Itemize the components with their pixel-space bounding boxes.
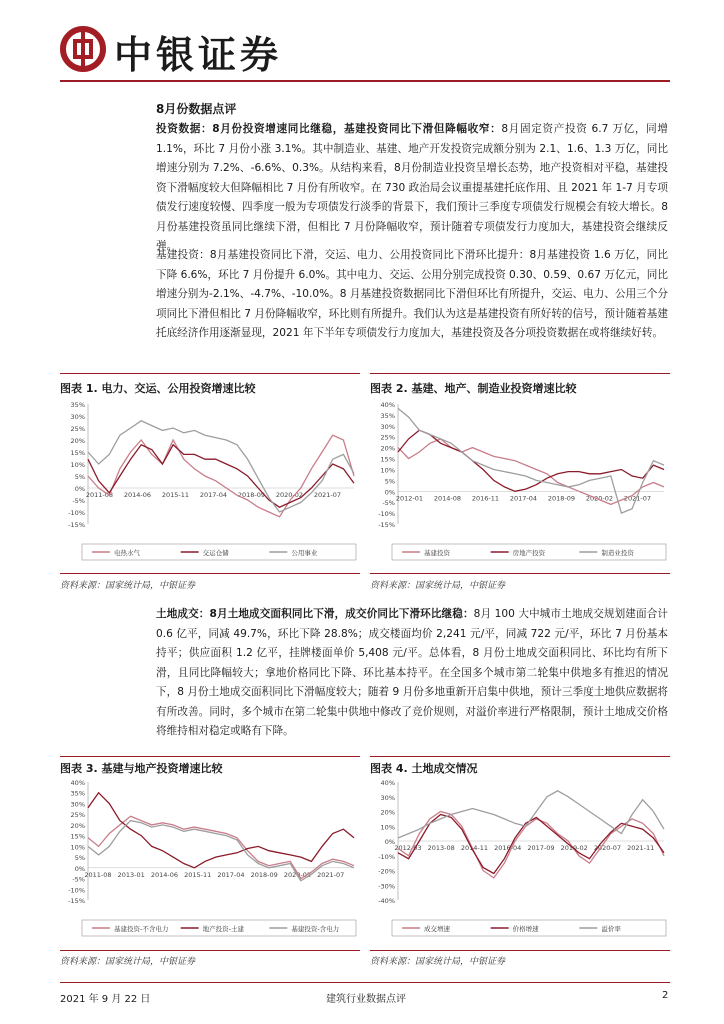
figure-1-source: 资料来源：国家统计局，中银证券 — [60, 581, 196, 591]
legend-label: 基建投资-不含电力 — [114, 925, 169, 933]
y-tick-label: -15% — [378, 521, 395, 529]
figure-1-chart — [60, 398, 360, 570]
footer-date: 2021 年 9 月 22 日 — [60, 994, 151, 1005]
figure-divider — [60, 573, 360, 574]
y-tick-label: 15% — [70, 449, 85, 457]
series-line — [88, 816, 354, 878]
y-tick-label: -10% — [378, 510, 395, 519]
figure-3-chart — [60, 776, 360, 946]
legend-label: 价格增速 — [512, 925, 539, 933]
x-tick-label: 2020-02 — [585, 494, 613, 503]
y-tick-label: 20% — [70, 821, 85, 830]
paragraph-land — [156, 605, 668, 742]
x-tick-label: 2011-08 — [84, 870, 112, 879]
y-tick-label: 20% — [380, 808, 395, 817]
paragraph-body: 8月 100 大中城市土地成交规划建面合计 0.6 亿平，同减 49.7%，环比下降 28.8%；成交楼面均价 2,241 元/平，同减 722 元/平，环比 7 月份基本持平；供应面积 1.2 亿平，挂牌楼面单价 5,408 元/平。总体看，8 月份土地成交面积同比、环比均有所下滑，且同比降幅较大；拿地价格同比下降、环比基本持平。在全国多个城市第二轮集中供地多有推迟的情况下，8 月份土地成交面积同比下滑幅度较大；随着 9 月份多地重新开启集中供地，预计三季度土地供应数据将有所改善。同时，多个城市在第二轮集中供地中修改了竞价规则，对溢价率进行严格限制，预计土地成交价格将维持相对稳定或略有下降。 — [156, 608, 668, 737]
y-tick-label: 30% — [380, 422, 395, 431]
legend-label: 制造业投资 — [601, 549, 634, 557]
bank-logo-icon — [60, 26, 106, 72]
y-tick-label: 20% — [380, 444, 395, 453]
x-tick-label: 2021-07 — [317, 870, 345, 879]
x-tick-label: 2016-11 — [471, 494, 499, 503]
x-tick-label: 2018-09 — [237, 491, 265, 499]
figure-4-title: 图表 4. 土地成交情况 — [370, 762, 478, 775]
paragraph-lead: 基建投资： — [156, 249, 210, 261]
x-tick-label: 2014-08 — [433, 494, 461, 503]
x-tick-label: 2016-04 — [494, 844, 522, 852]
y-tick-label: 15% — [380, 455, 395, 464]
series-line — [85, 435, 354, 517]
y-tick-label: -30% — [378, 882, 395, 891]
legend-label: 交运仓储 — [202, 549, 229, 557]
figure-2-title: 图表 2. 基建、地产、制造业投资增速比较 — [370, 382, 577, 395]
x-tick-label: 2012-03 — [394, 844, 422, 852]
footer-divider — [60, 982, 670, 983]
y-tick-label: 35% — [380, 411, 395, 420]
page-header — [60, 20, 670, 78]
page-number: 2 — [662, 990, 669, 1001]
x-tick-label: 2012-01 — [395, 494, 423, 503]
y-tick-label: 35% — [70, 789, 85, 798]
y-tick-label: 25% — [380, 433, 395, 442]
series-line — [398, 791, 664, 838]
header-divider — [60, 80, 670, 82]
figure-2-chart — [370, 398, 670, 570]
figure-divider — [60, 756, 360, 757]
paragraph-infrastructure — [156, 246, 668, 344]
y-tick-label: 5% — [74, 473, 85, 481]
figure-3-source: 资料来源：国家统计局，中银证券 — [60, 957, 196, 967]
x-tick-label: 2021-11 — [627, 844, 655, 852]
legend-label: 基建投资 — [424, 549, 450, 557]
x-tick-label: 2015-11 — [184, 870, 212, 879]
legend-label: 公用事业 — [291, 549, 318, 557]
legend-label: 溢价率 — [601, 925, 621, 933]
y-tick-label: 30% — [70, 413, 85, 421]
y-tick-label: -5% — [72, 875, 85, 884]
figure-divider — [370, 756, 670, 757]
y-tick-label: 30% — [380, 793, 395, 802]
y-tick-label: 0% — [74, 485, 85, 493]
figure-2-source: 资料来源：国家统计局，中银证券 — [370, 581, 506, 591]
y-tick-label: 25% — [70, 425, 85, 433]
figure-divider — [370, 573, 670, 574]
x-tick-label: 2018-09 — [547, 494, 575, 503]
y-tick-label: 10% — [380, 823, 395, 832]
x-tick-label: 2021-07 — [623, 494, 651, 503]
x-tick-label: 2020-02 — [283, 870, 312, 879]
y-tick-label: 0% — [384, 488, 395, 497]
x-tick-label: 2015-11 — [161, 491, 189, 499]
y-tick-label: 20% — [70, 437, 85, 445]
y-tick-label: 5% — [74, 854, 85, 863]
x-tick-label: 2013-01 — [117, 870, 145, 879]
x-tick-label: 2020-07 — [593, 844, 622, 852]
legend-label: 地产投资-土建 — [202, 925, 245, 933]
y-tick-label: 30% — [70, 800, 85, 809]
figure-divider — [370, 373, 670, 374]
legend-label: 基建投资-含电力 — [291, 925, 340, 933]
footer-report-name: 建筑行业数据点评 — [326, 994, 406, 1005]
y-tick-label: 15% — [70, 832, 85, 841]
y-tick-label: -5% — [382, 499, 395, 508]
y-tick-label: 10% — [70, 843, 85, 852]
y-tick-label: 40% — [70, 779, 85, 787]
legend-label: 成交增速 — [424, 925, 450, 933]
y-tick-label: 5% — [384, 477, 395, 486]
y-tick-label: 0% — [74, 864, 85, 873]
paragraph-body: 8月基建投资同比下滑，交运、电力、公用投资同比下滑环比提升：8月基建投资 1.6 万亿，同比下降 6.6%，环比 7 月份提升 6.0%。其中电力、交运、公用分别完成投资 0.30、0.59、0.67 万亿元，同比增速分别为-2.1%、-4.7%、-10.0%。8 月基建投资数据同比下滑但环比有所提升，交运、电力、公用三个分项同比下滑但相比 7 月份降幅收窄，环比则有所提升。我们认为这是基建投资有所好转的信号，预计随着基建托底经济作用逐渐显现，2021 年下半年专项债发行力度加大，基建投资及各分项投资数据在或将继续好转。 — [156, 249, 668, 339]
paragraph-lead: 投资数据：8月份投资增速同比继稳，基建投资同比下滑但降幅收窄： — [156, 123, 502, 135]
y-tick-label: 25% — [70, 811, 85, 820]
y-tick-label: -10% — [378, 852, 395, 861]
figure-4-chart — [370, 776, 670, 946]
y-tick-label: -10% — [68, 886, 85, 895]
y-tick-label: -15% — [68, 897, 85, 905]
section-title: 8月份数据点评 — [156, 102, 237, 116]
series-line — [88, 793, 354, 868]
y-tick-label: -10% — [68, 509, 85, 517]
y-tick-label: -5% — [72, 497, 85, 505]
x-tick-label: 2018-09 — [250, 870, 278, 879]
figure-3-title: 图表 3. 基建与地产投资增速比较 — [60, 762, 223, 775]
x-tick-label: 2020-02 — [275, 491, 303, 499]
y-tick-label: -20% — [378, 867, 395, 876]
legend-label: 房地产投资 — [512, 549, 546, 557]
x-tick-label: 2014-06 — [150, 870, 179, 879]
y-tick-label: 40% — [380, 779, 395, 787]
x-tick-label: 2017-04 — [199, 491, 227, 499]
brand-name: 中银证券 — [114, 32, 283, 77]
x-tick-label: 2014-06 — [123, 491, 151, 499]
figure-divider — [370, 950, 670, 951]
x-tick-label: 2021-07 — [313, 491, 341, 499]
legend-label: 电热水气 — [114, 549, 140, 557]
paragraph-investment — [156, 120, 668, 257]
y-tick-label: 0% — [384, 838, 395, 846]
paragraph-lead: 土地成交：8月土地成交面积同比下滑，成交价同比下滑环比继稳： — [156, 608, 474, 620]
x-tick-label: 2014-11 — [460, 844, 489, 852]
paragraph-body: 8月固定资产投资 6.7 万亿，同增 1.1%，环比 7 月份小涨 3.1%。其中制造业、基建、地产开发投资完成额分别为 2.1、1.6、1.3 万亿，同比增速分别为 7.2%、-6.6%、0.3%。从结构来看，8月份制造业投资呈增长态势，地产投资相对平稳，基建投资下滑幅度较大但降幅相比 7 月份有所收窄。在 730 政治局会议重提基建托底作用、且 2021 年 1-7 月专项债发行速度较慢、四季度一般为专项债发行淡季的背景下，我们预计三季度专项债发行规模会有较大增长。8月份基建投资虽同比继续下滑，但相比 7 月份降幅收窄，预计随着专项债发行力度加大，基建投资会继续反弹。 — [156, 123, 668, 252]
x-tick-label: 2017-04 — [217, 870, 245, 879]
y-tick-label: 35% — [70, 401, 85, 409]
x-tick-label: 2019-02 — [560, 844, 588, 852]
figure-4-source: 资料来源：国家统计局，中银证券 — [370, 957, 506, 967]
y-tick-label: 10% — [380, 466, 395, 475]
y-tick-label: 40% — [380, 401, 395, 409]
y-tick-label: -40% — [378, 897, 395, 905]
figure-divider — [60, 373, 360, 374]
x-tick-label: 2017-09 — [527, 844, 555, 852]
x-tick-label: 2013-08 — [427, 844, 455, 852]
x-tick-label: 2017-04 — [509, 494, 537, 503]
y-tick-label: 10% — [70, 461, 85, 469]
figure-1-title: 图表 1. 电力、交运、公用投资增速比较 — [60, 382, 256, 395]
x-tick-label: 2011-08 — [85, 491, 113, 499]
y-tick-label: -15% — [68, 521, 85, 529]
figure-divider — [60, 950, 360, 951]
